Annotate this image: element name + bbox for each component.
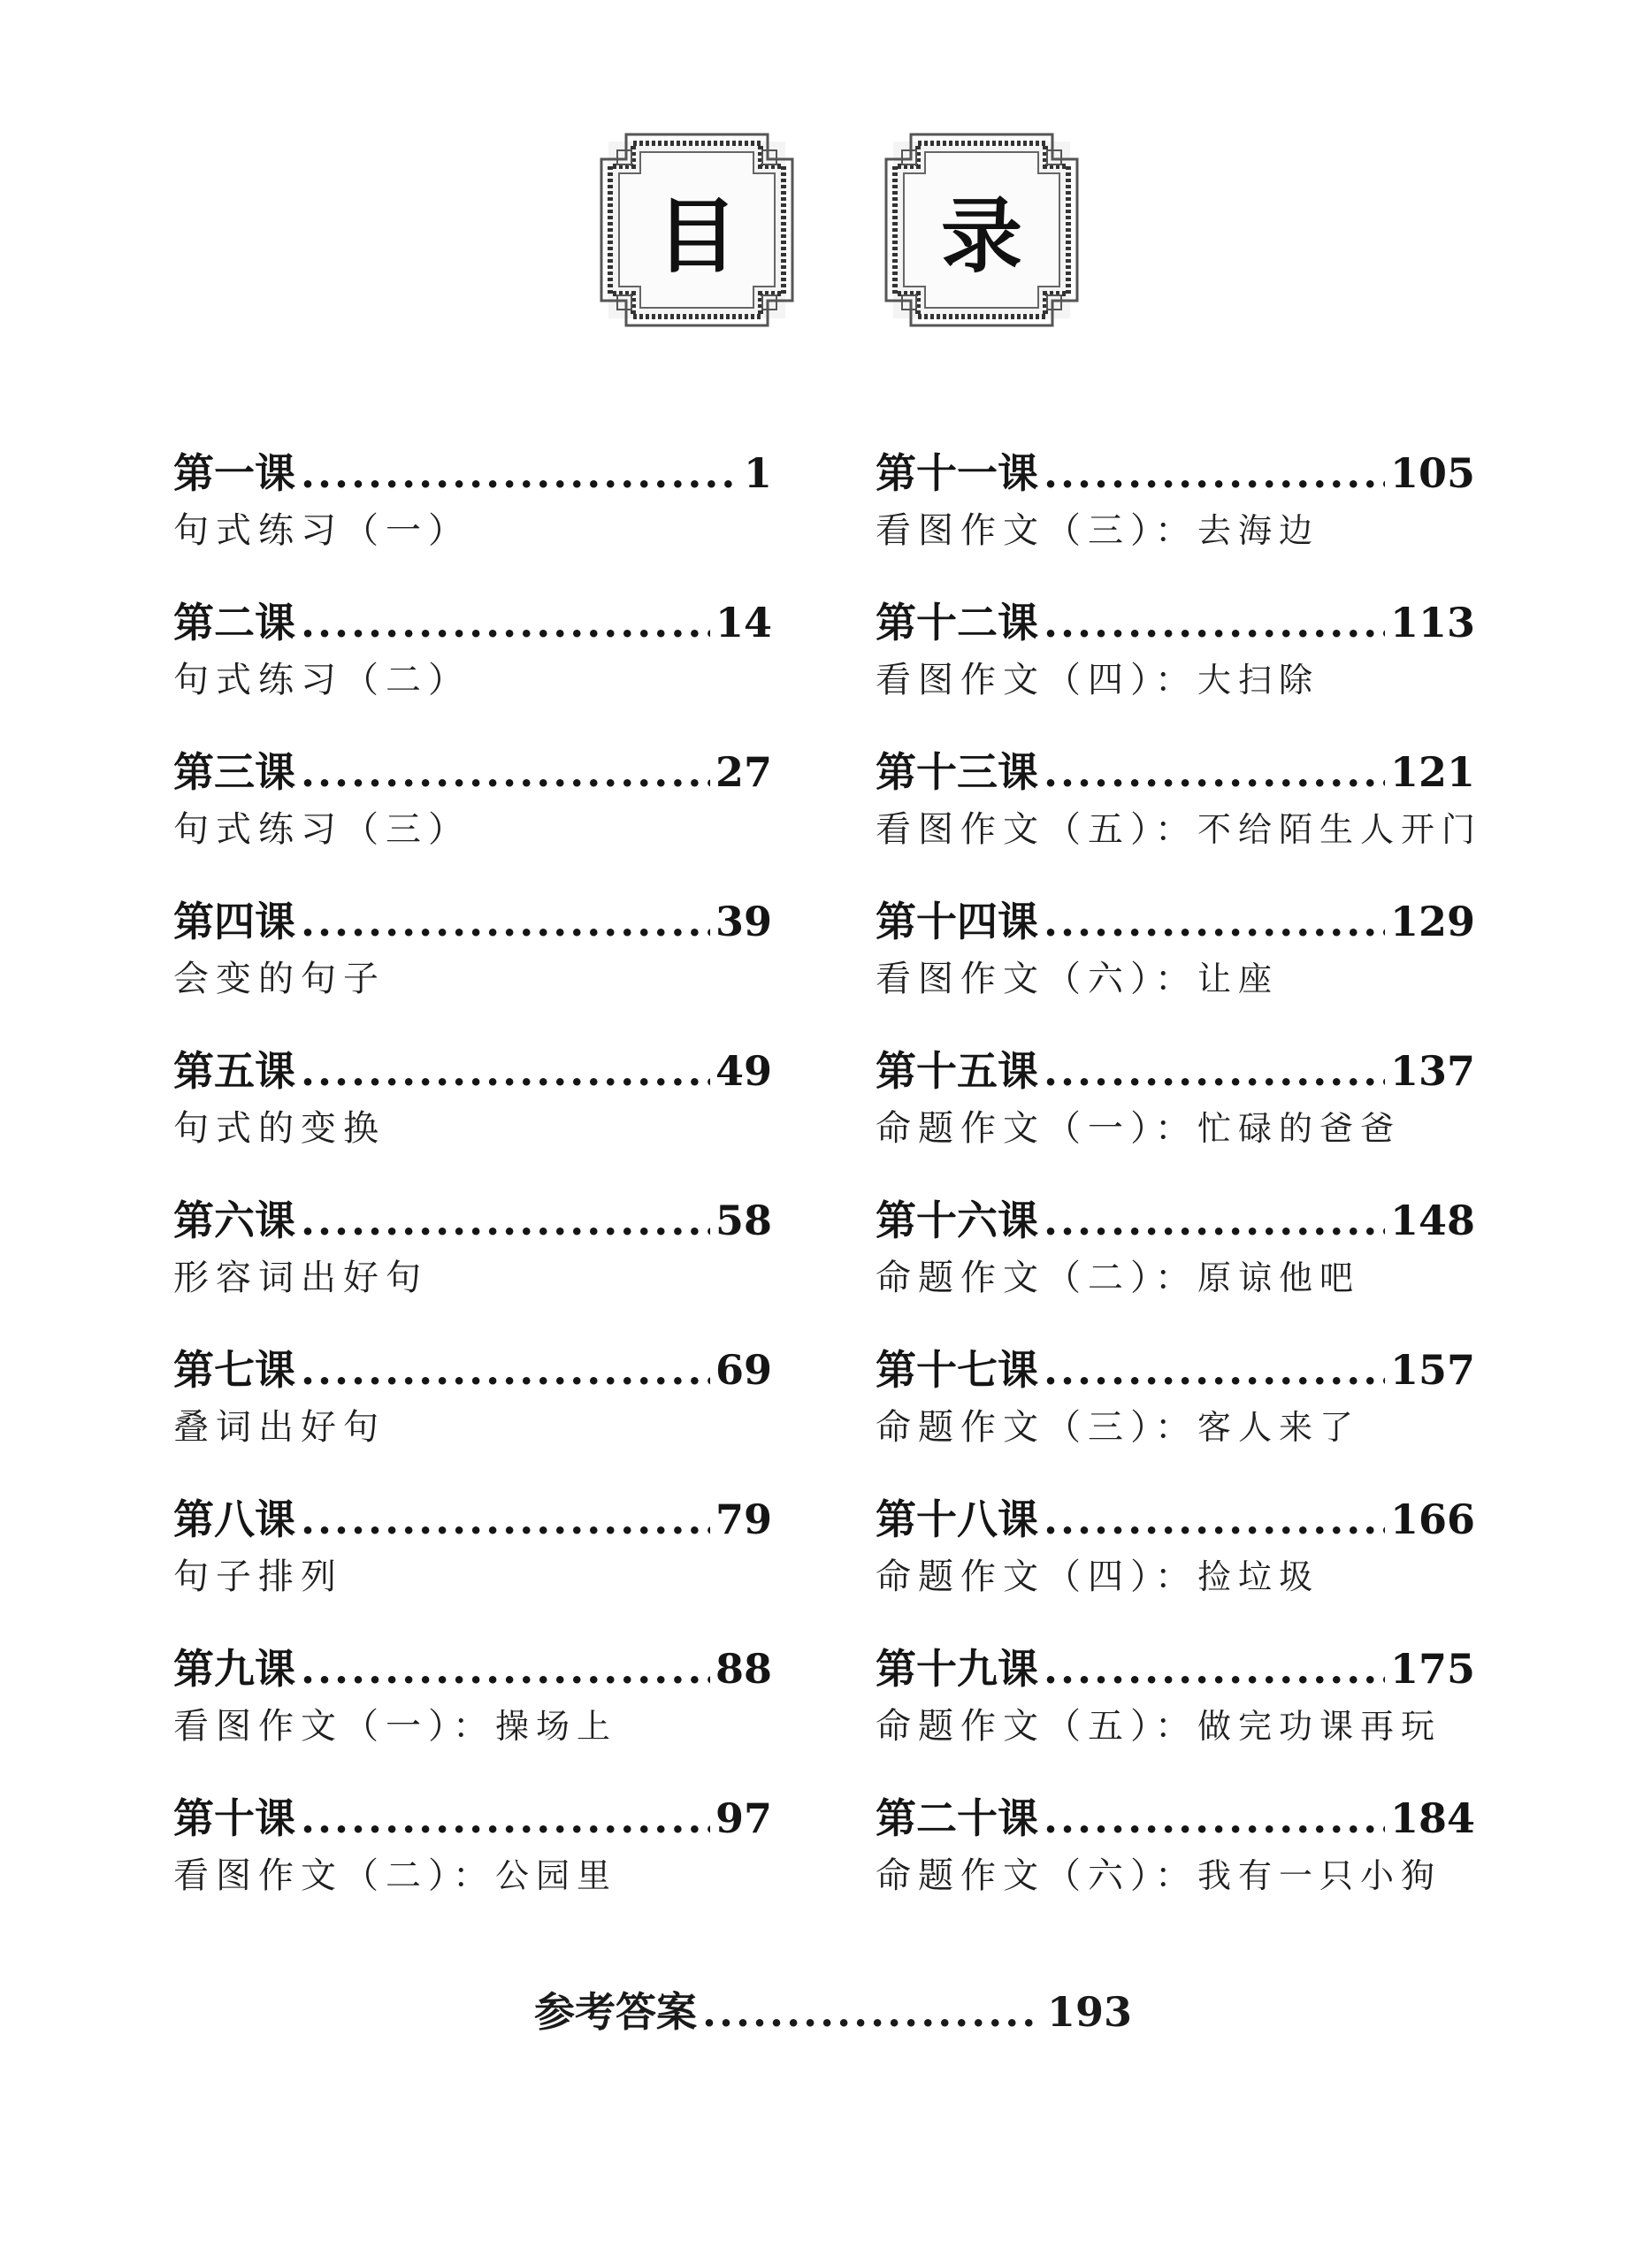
toc-entry[interactable] xyxy=(876,1488,1495,1638)
lesson-title: 第十四课 xyxy=(876,898,1038,945)
page-number: 39 xyxy=(715,898,772,945)
lesson-subtitle: 看图作文（二）： xyxy=(173,1855,495,1896)
lesson-title: 第四课 xyxy=(173,898,295,945)
lesson-subtitle: 看图作文（五）： xyxy=(876,809,1197,850)
dot-leader xyxy=(1044,1488,1385,1550)
page-number: 14 xyxy=(715,599,772,646)
dot-leader xyxy=(702,1981,1042,2043)
lesson-subtitle: 句式练习（三） xyxy=(173,809,470,850)
toc-entry[interactable] xyxy=(173,1638,792,1787)
lesson-subtitle: 形容词出好句 xyxy=(173,1258,428,1298)
lesson-subtitle: 会变的句子 xyxy=(173,959,386,999)
lesson-title: 第二十课 xyxy=(876,1794,1038,1842)
page-number: 27 xyxy=(715,748,772,796)
lesson-subtitle: 命题作文（六）： xyxy=(876,1855,1197,1896)
dot-leader xyxy=(1044,741,1385,803)
dot-leader xyxy=(1044,1189,1385,1251)
lesson-subtitle: 命题作文（四）： xyxy=(876,1556,1197,1597)
dot-leader xyxy=(1044,592,1385,654)
page-number: 148 xyxy=(1389,1197,1475,1244)
lesson-title: 第十五课 xyxy=(876,1047,1038,1095)
page-number: 79 xyxy=(715,1495,772,1543)
lesson-title: 第一课 xyxy=(173,449,295,497)
lesson-title: 第二课 xyxy=(173,599,295,646)
title-char-1: 目 xyxy=(655,189,738,284)
lesson-title: 第六课 xyxy=(173,1197,295,1244)
toc-entry[interactable] xyxy=(876,1638,1495,1787)
dot-leader xyxy=(301,1787,710,1849)
answers-title: 参考答案 xyxy=(534,1988,697,2036)
page-number: 69 xyxy=(715,1346,772,1394)
lesson-subtitle: 叠词出好句 xyxy=(173,1407,386,1448)
lesson-title: 第五课 xyxy=(173,1047,295,1095)
lesson-topic: 客人来了 xyxy=(1197,1408,1361,1447)
lesson-subtitle: 命题作文（一）： xyxy=(876,1108,1197,1149)
lesson-title: 第八课 xyxy=(173,1495,295,1543)
lesson-subtitle: 命题作文（三）： xyxy=(876,1407,1197,1448)
lesson-title: 第九课 xyxy=(173,1645,295,1693)
lesson-subtitle: 句子排列 xyxy=(173,1556,343,1597)
lesson-title: 第十八课 xyxy=(876,1495,1038,1543)
page-number: 97 xyxy=(715,1794,772,1842)
title-frame-mu xyxy=(591,124,803,336)
lesson-topic: 公园里 xyxy=(495,1856,618,1895)
page-number: 49 xyxy=(715,1047,772,1095)
title-char-2: 录 xyxy=(940,189,1022,284)
toc-left-column xyxy=(173,442,792,1937)
toc-entry[interactable] xyxy=(876,1339,1495,1488)
lesson-title: 第十三课 xyxy=(876,748,1038,796)
page-number: 105 xyxy=(1389,449,1475,497)
dot-leader xyxy=(1044,1040,1385,1102)
lesson-title: 第三课 xyxy=(173,748,295,796)
page-number: 175 xyxy=(1389,1645,1475,1693)
lesson-title: 第十二课 xyxy=(876,599,1038,646)
lesson-topic: 原谅他吧 xyxy=(1197,1258,1361,1297)
toc-entry[interactable] xyxy=(173,1189,792,1339)
toc-entry[interactable] xyxy=(173,442,792,592)
toc-title xyxy=(0,124,1652,336)
lesson-subtitle: 看图作文（一）： xyxy=(173,1706,495,1747)
page-number: 166 xyxy=(1389,1495,1475,1543)
lesson-topic: 去海边 xyxy=(1197,511,1320,550)
dot-leader xyxy=(301,1189,710,1251)
page-number: 184 xyxy=(1389,1794,1475,1842)
dot-leader xyxy=(1044,1638,1385,1700)
dot-leader xyxy=(301,1339,710,1401)
toc-entry[interactable] xyxy=(876,1189,1495,1339)
lesson-topic: 我有一只小狗 xyxy=(1197,1856,1442,1895)
lesson-subtitle: 看图作文（四）： xyxy=(876,660,1197,700)
page-number: 88 xyxy=(715,1645,772,1693)
toc-entry[interactable] xyxy=(173,1787,792,1937)
lesson-title: 第十六课 xyxy=(876,1197,1038,1244)
lesson-title: 第七课 xyxy=(173,1346,295,1394)
page-number: 157 xyxy=(1389,1346,1475,1394)
dot-leader xyxy=(1044,1339,1385,1401)
toc-right-column xyxy=(876,442,1495,1937)
dot-leader xyxy=(301,741,710,803)
lesson-topic: 操场上 xyxy=(495,1707,618,1746)
dot-leader xyxy=(1044,442,1385,504)
lesson-topic: 忙碌的爸爸 xyxy=(1197,1109,1402,1148)
lesson-title: 第十七课 xyxy=(876,1346,1038,1394)
lesson-title: 第十一课 xyxy=(876,449,1038,497)
dot-leader xyxy=(301,592,710,654)
lesson-subtitle: 看图作文（六）： xyxy=(876,959,1197,999)
lesson-topic: 捡垃圾 xyxy=(1197,1557,1320,1596)
page-number: 113 xyxy=(1389,599,1475,646)
dot-leader xyxy=(301,891,710,952)
toc-entry[interactable] xyxy=(173,1488,792,1638)
lesson-subtitle: 看图作文（三）： xyxy=(876,510,1197,551)
toc-entry[interactable] xyxy=(173,741,792,891)
lesson-topic: 大扫除 xyxy=(1197,661,1320,700)
page-number: 121 xyxy=(1389,748,1475,796)
lesson-subtitle: 命题作文（二）： xyxy=(876,1258,1197,1298)
dot-leader xyxy=(301,1488,710,1550)
page-number: 193 xyxy=(1046,1988,1132,2036)
lesson-subtitle: 命题作文（五）： xyxy=(876,1706,1197,1747)
page-number: 129 xyxy=(1389,898,1475,945)
lesson-subtitle: 句式的变换 xyxy=(173,1108,386,1149)
toc-entry[interactable] xyxy=(173,592,792,741)
toc-entry[interactable] xyxy=(876,1787,1495,1937)
dot-leader xyxy=(301,442,738,504)
toc-answers-entry[interactable] xyxy=(534,1981,1132,2043)
page-number: 1 xyxy=(743,449,772,497)
toc-entry[interactable] xyxy=(876,1040,1495,1189)
lesson-topic: 做完功课再玩 xyxy=(1197,1707,1442,1746)
title-frame-lu xyxy=(876,124,1088,336)
toc-entry[interactable] xyxy=(173,891,792,1040)
lesson-title: 第十九课 xyxy=(876,1645,1038,1693)
lesson-title: 第十课 xyxy=(173,1794,295,1842)
lesson-subtitle: 句式练习（二） xyxy=(173,660,470,700)
toc-entry[interactable] xyxy=(173,1339,792,1488)
page-number: 137 xyxy=(1389,1047,1475,1095)
dot-leader xyxy=(301,1638,710,1700)
toc-entry[interactable] xyxy=(876,592,1495,741)
lesson-subtitle: 句式练习（一） xyxy=(173,510,470,551)
page-number: 58 xyxy=(715,1197,772,1244)
toc-entry[interactable] xyxy=(876,741,1495,891)
toc-entry[interactable] xyxy=(173,1040,792,1189)
toc-entry[interactable] xyxy=(876,442,1495,592)
dot-leader xyxy=(1044,891,1385,952)
dot-leader xyxy=(1044,1787,1385,1849)
dot-leader xyxy=(301,1040,710,1102)
lesson-topic: 不给陌生人开门 xyxy=(1197,810,1483,849)
toc-entry[interactable] xyxy=(876,891,1495,1040)
lesson-topic: 让座 xyxy=(1197,960,1280,998)
